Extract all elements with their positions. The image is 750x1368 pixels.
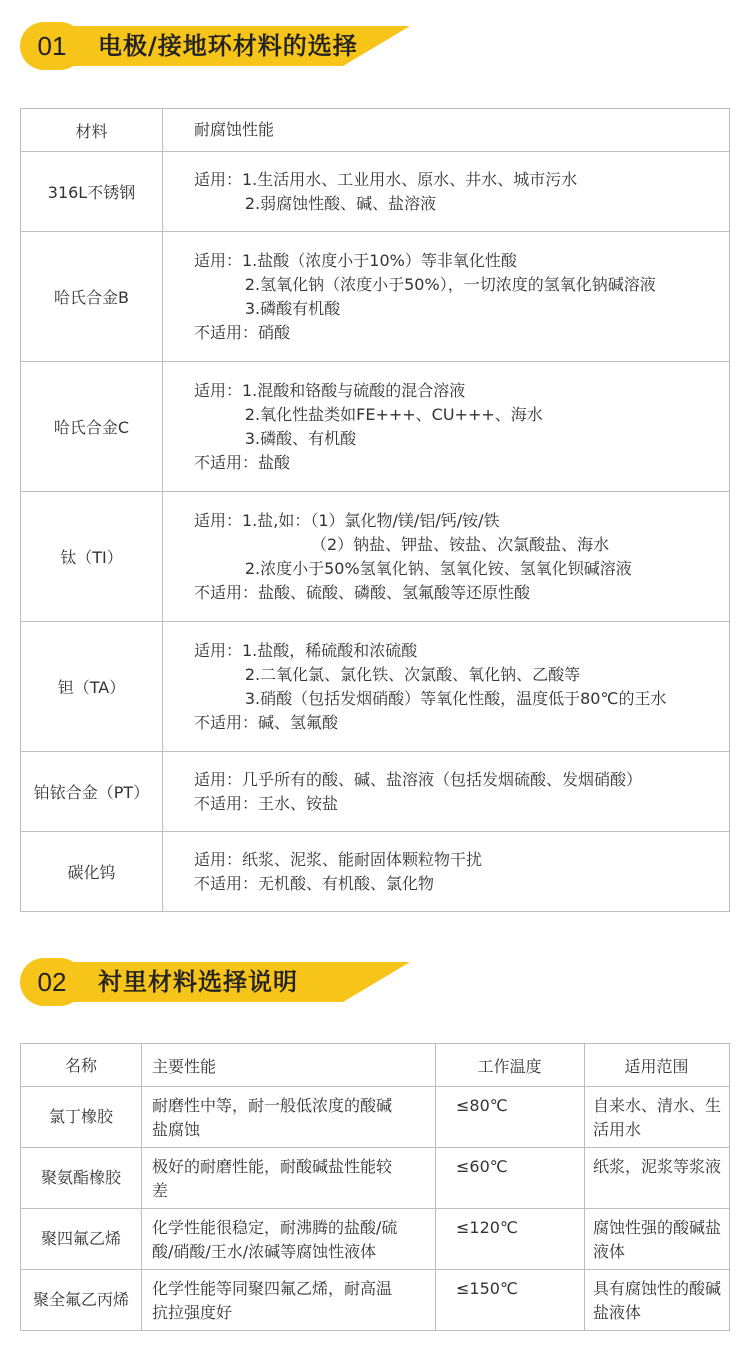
corrosion-desc: 适用：1.混酸和铬酸与硫酸的混合溶液 2.氧化性盐类如FE+++、CU+++、海水 3.磷酸、有机酸 不适用：盐酸 — [163, 362, 730, 492]
header-scope: 适用范围 — [585, 1044, 730, 1087]
lining-name: 氯丁橡胶 — [21, 1087, 142, 1148]
table-row — [21, 832, 730, 912]
section-2-heading — [20, 958, 420, 1010]
table-row — [21, 752, 730, 832]
lining-scope: 纸浆，泥浆等浆液 — [585, 1148, 730, 1209]
lining-temperature: ≤120℃ — [436, 1209, 585, 1270]
lining-name: 聚氨酯橡胶 — [21, 1148, 142, 1209]
header-temperature: 工作温度 — [436, 1044, 585, 1087]
header-name: 名称 — [21, 1044, 142, 1087]
corrosion-desc: 适用：1.盐,如：（1）氯化物/镁/铝/钙/铵/铁 （2）钠盐、钾盐、铵盐、次氯酸盐、海水 2.浓度小于50%氢氧化钠、氢氧化铵、氢氧化钡碱溶液 不适用：盐酸、硫酸、磷酸、氢氟酸等还原性酸 — [163, 492, 730, 622]
section-1-number: 01 — [37, 31, 67, 61]
lining-performance: 耐磨性中等，耐一般低浓度的酸碱 盐腐蚀 — [142, 1087, 436, 1148]
material-name: 哈氏合金B — [21, 232, 163, 362]
table-row — [21, 622, 730, 752]
corrosion-desc: 适用：1.盐酸，稀硫酸和浓硫酸 2.二氧化氯、氯化铁、次氯酸、氧化钠、乙酸等 3.硝酸（包括发烟硝酸）等氧化性酸，温度低于80℃的王水 不适用：碱、氢氟酸 — [163, 622, 730, 752]
lining-material-table — [20, 1043, 730, 1331]
lining-temperature: ≤60℃ — [436, 1148, 585, 1209]
material-name: 哈氏合金C — [21, 362, 163, 492]
material-name: 铂铱合金（PT） — [21, 752, 163, 832]
lining-scope: 具有腐蚀性的酸碱 盐液体 — [585, 1270, 730, 1331]
lining-performance: 化学性能很稳定，耐沸腾的盐酸/硫 酸/硝酸/王水/浓碱等腐蚀性液体 — [142, 1209, 436, 1270]
header-material: 材料 — [21, 109, 163, 152]
corrosion-desc: 适用：纸浆、泥浆、能耐固体颗粒物干扰 不适用：无机酸、有机酸、氯化物 — [163, 832, 730, 912]
lining-name: 聚四氟乙烯 — [21, 1209, 142, 1270]
table-header-row — [21, 1044, 730, 1087]
table-row — [21, 1270, 730, 1331]
electrode-material-table — [20, 108, 730, 912]
header-corrosion: 耐腐蚀性能 — [163, 109, 730, 152]
lining-performance: 极好的耐磨性能，耐酸碱盐性能较 差 — [142, 1148, 436, 1209]
table-row — [21, 1209, 730, 1270]
corrosion-desc: 适用：几乎所有的酸、碱、盐溶液（包括发烟硫酸、发烟硝酸） 不适用：王水、铵盐 — [163, 752, 730, 832]
section-2-number: 02 — [37, 967, 67, 997]
table-row — [21, 152, 730, 232]
table-row — [21, 1087, 730, 1148]
lining-name: 聚全氟乙丙烯 — [21, 1270, 142, 1331]
table-header-row — [21, 109, 730, 152]
table-row — [21, 492, 730, 622]
header-performance: 主要性能 — [142, 1044, 436, 1087]
section-1-title: 电极/接地环材料的选择 — [98, 32, 358, 60]
section-2-title: 衬里材料选择说明 — [98, 968, 298, 996]
table-row — [21, 232, 730, 362]
lining-scope: 自来水、清水、生 活用水 — [585, 1087, 730, 1148]
table-row — [21, 362, 730, 492]
lining-scope: 腐蚀性强的酸碱盐 液体 — [585, 1209, 730, 1270]
lining-performance: 化学性能等同聚四氟乙烯，耐高温 抗拉强度好 — [142, 1270, 436, 1331]
corrosion-desc: 适用：1.生活用水、工业用水、原水、井水、城市污水 2.弱腐蚀性酸、碱、盐溶液 — [163, 152, 730, 232]
material-name: 钽（TA） — [21, 622, 163, 752]
material-name: 碳化钨 — [21, 832, 163, 912]
section-1-heading — [20, 22, 420, 74]
material-name: 钛（TI） — [21, 492, 163, 622]
corrosion-desc: 适用：1.盐酸（浓度小于10%）等非氧化性酸 2.氢氧化钠（浓度小于50%），一切浓度的氢氧化钠碱溶液 3.磷酸有机酸 不适用：硝酸 — [163, 232, 730, 362]
table-row — [21, 1148, 730, 1209]
lining-temperature: ≤150℃ — [436, 1270, 585, 1331]
lining-temperature: ≤80℃ — [436, 1087, 585, 1148]
material-name: 316L不锈钢 — [21, 152, 163, 232]
